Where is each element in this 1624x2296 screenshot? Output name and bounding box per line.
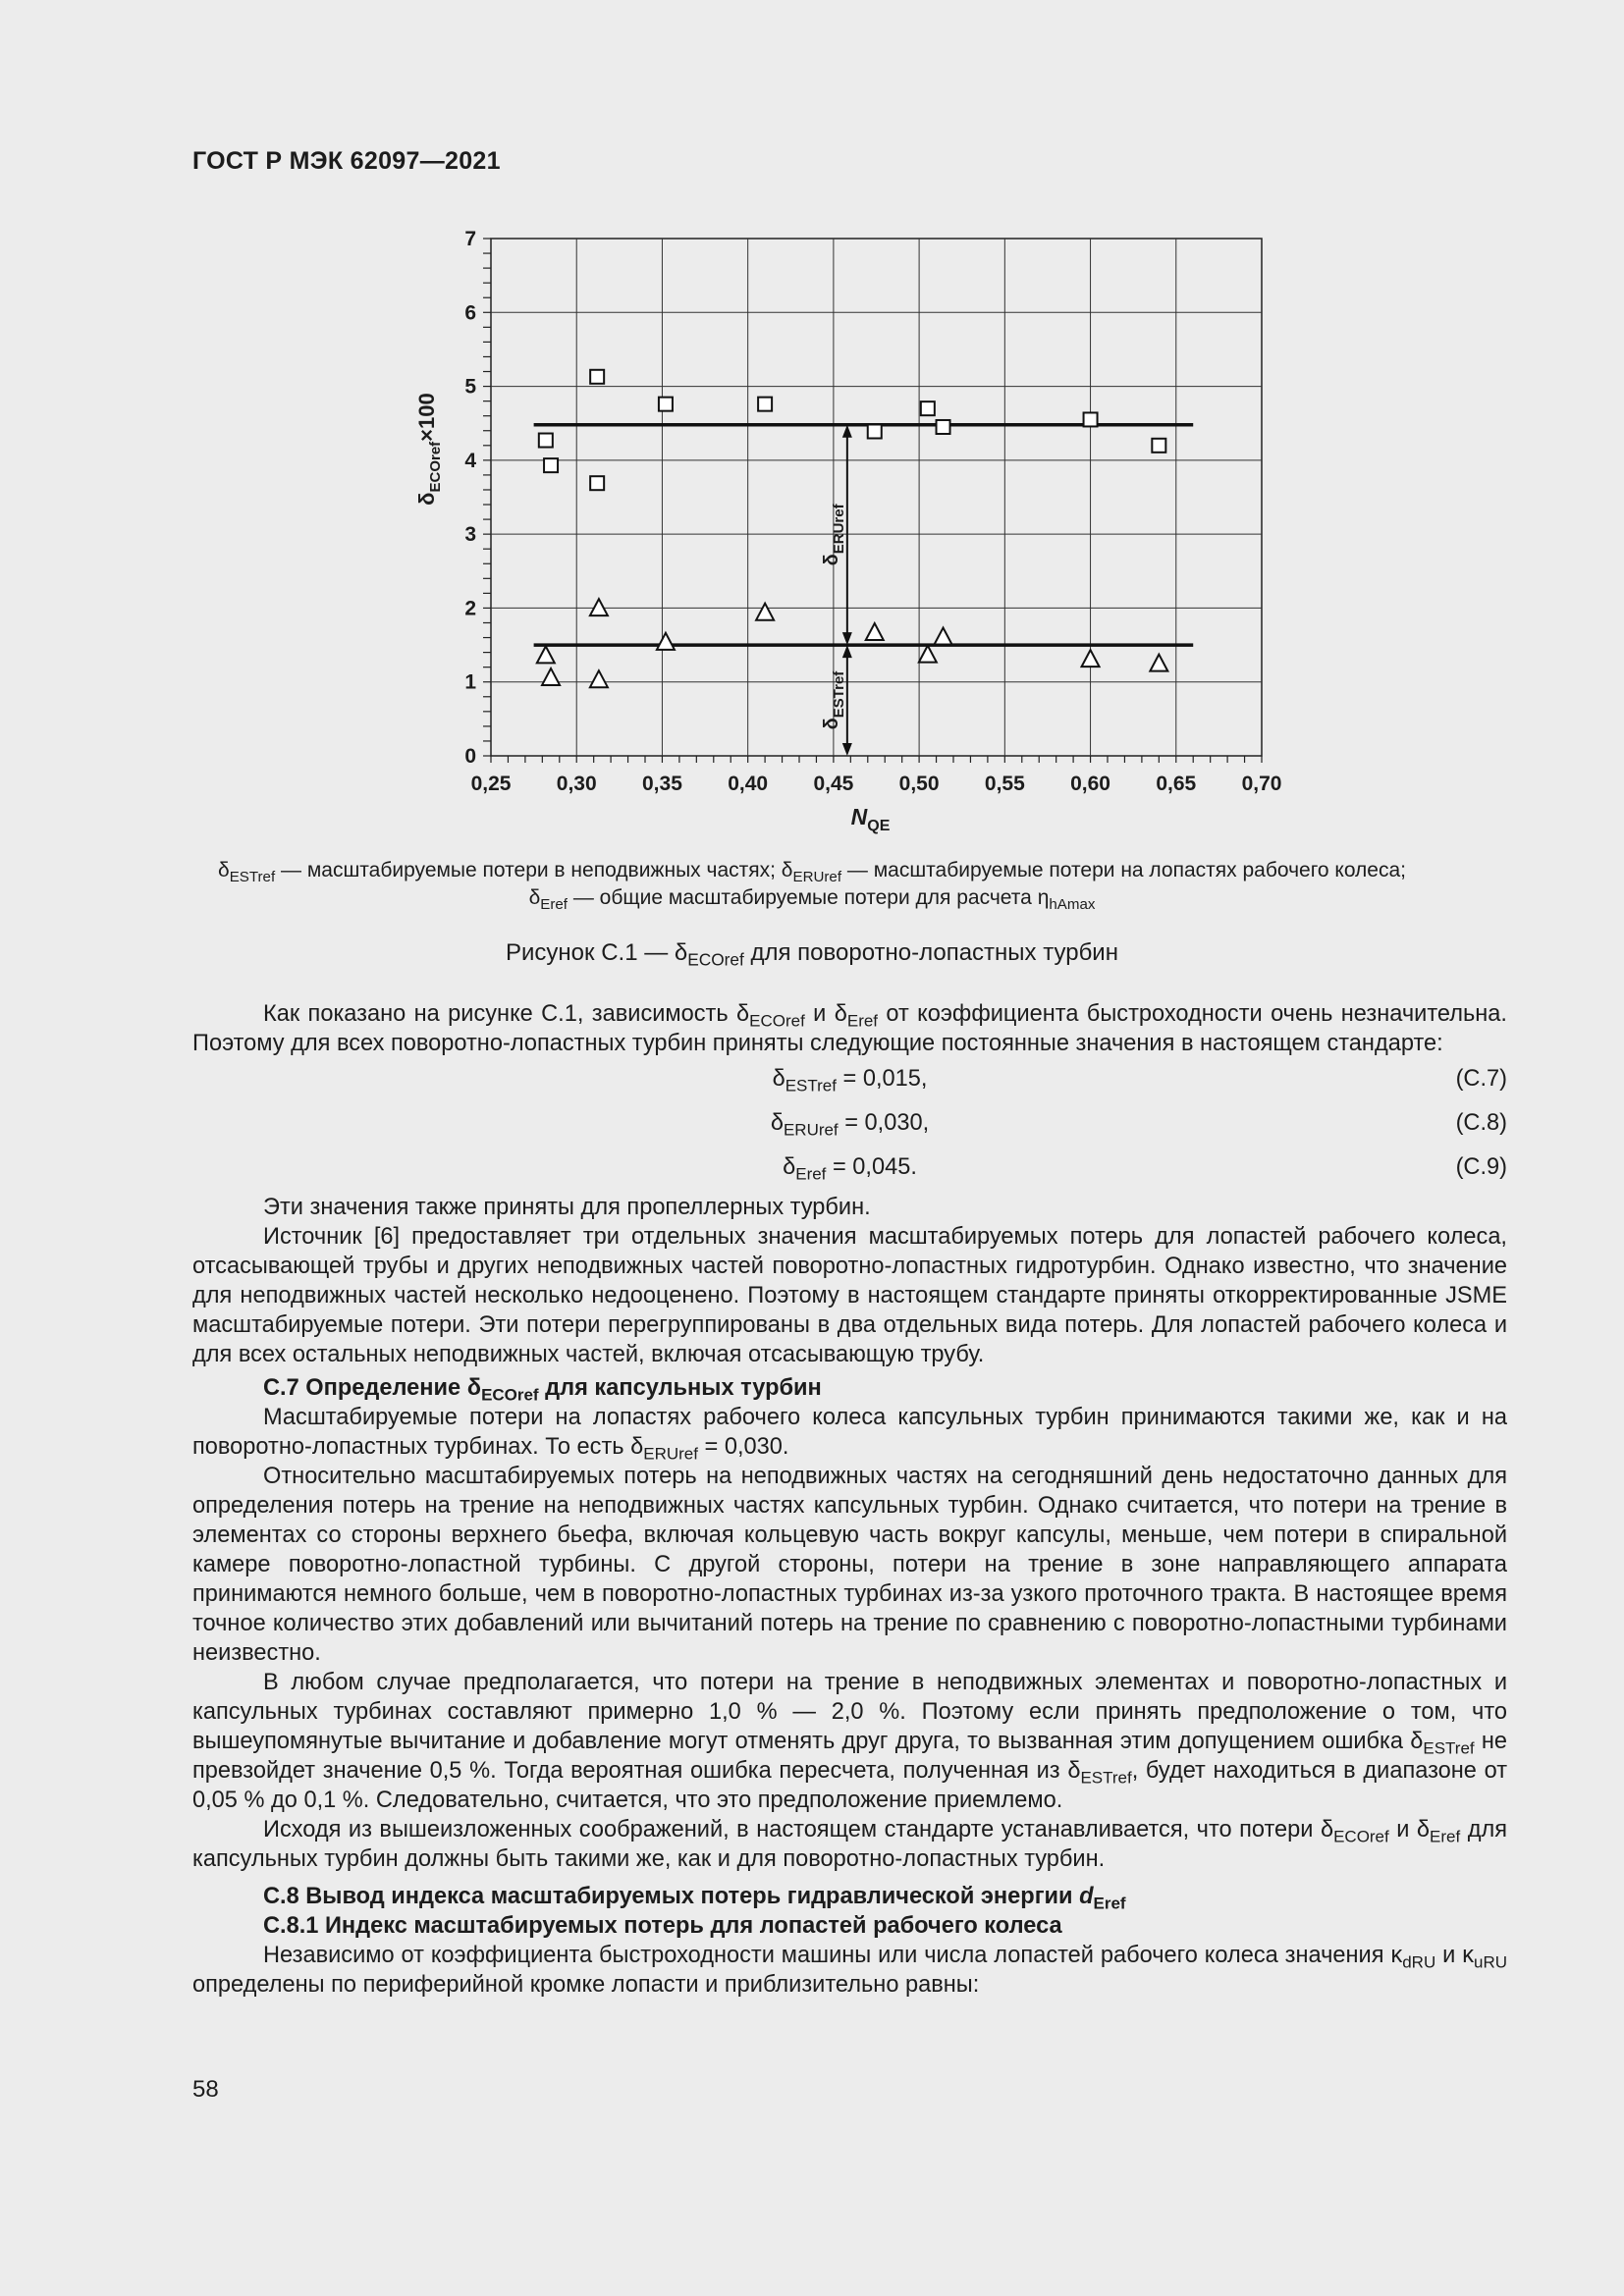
triangle-marker [590,670,608,687]
square-marker [937,420,950,434]
x-tick-label: 0,45 [813,773,854,795]
square-marker [868,424,882,438]
triangle-marker [756,604,774,620]
x-tick-label: 0,35 [642,773,682,795]
triangle-marker [866,623,884,640]
x-tick-label: 0,70 [1241,773,1282,795]
y-tick-label: 3 [464,523,476,547]
y-axis-label [414,393,444,506]
square-marker [590,370,604,384]
page-number: 58 [192,2076,219,2103]
triangle-marker [657,633,675,650]
triangle-marker [1150,655,1167,671]
section-heading-c7: С.7 Определение $\delta_{ECOref}$ для капсульных турбин [263,1375,822,1405]
triangle-marker [919,646,937,663]
x-tick-label: 0,55 [984,773,1025,795]
square-marker [1084,412,1098,426]
x-tick-label: 0,50 [898,773,940,795]
x-tick-label: 0,30 [556,773,597,795]
x-axis-label-sub: QE [867,818,891,834]
figure-legend-line-2: $\delta_{Eref}$ — общие масштабируемые потери для расчета $\eta_{hAmax}$ [528,886,1096,913]
figure-caption: Рисунок С.1 — $\delta_{ECOref}$ для поворотно-лопастных турбин [506,939,1118,970]
figure-legend-line-1: $\delta_{ESTref}$ — масштабируемые потери в неподвижных частях; $\delta_{ERUref}$ — масштабируемые потери на лопастях рабочего колеса; [217,859,1407,885]
x-tick-label: 0,25 [470,773,512,795]
y-axis-label-sub: ECOref [427,441,444,493]
triangle-marker [542,668,560,685]
square-marker [544,458,558,472]
paragraph-propeller: Эти значения также приняты для пропеллерных турбин. [263,1195,871,1220]
paragraph-intro: Как показано на рисунке С.1, зависимость $\delta_{ECOref}$ и $\delta_{Eref}$ от коэффициента быстроходности очень незначительна. Поэтому для всех поворотно-лопастных турбин приняты следующие постоянные значения в настоящем стандарте: [192,1001,1507,1056]
body-text [192,999,1507,2000]
square-marker [758,398,772,411]
square-marker [539,434,553,448]
paragraph-stationary-losses: Относительно масштабируемых потерь на неподвижных частях на сегодняшний день недостаточно данных для определения потерь на трение на неподвижных частях капсульных турбин. Однако считается, что потери на трение в элементах со стороны верхнего бьефа, включая кольцевую часть вокруг капсулы, меньше, чем потери в спиральной камере поворотно-лопастной турбины. С другой стороны, потери на трение в зоне направляющего аппарата принимаются немного больше, чем в поворотно-лопастных турбинах из-за узкого проточного тракта. В настоящее время точное количество этих добавлений или вычитаний потерь на трение по сравнению с поворотно-лопастными турбинами неизвестно. [192,1464,1507,1666]
square-marker [921,401,935,415]
equation-c9: $\delta_{Eref} = 0,045$. (С.9) [783,1154,1507,1184]
y-tick-label: 5 [464,375,476,399]
x-tick-label: 0,40 [728,773,769,795]
square-marker [590,476,604,490]
x-axis-label [851,804,891,834]
arrow-label-main: δ [820,554,842,566]
y-axis-label-suffix: ×100 [414,393,439,442]
document-header: ГОСТ Р МЭК 62097—2021 [192,147,501,175]
square-marker [659,398,673,411]
section-heading-c8: С.8 Вывод индекса масштабируемых потерь гидравлической энергии $d_{Eref}$ [263,1884,1126,1913]
arrow-head [842,645,852,658]
y-tick-label: 7 [464,228,476,250]
arrow-head [842,632,852,645]
triangle-marker [590,599,608,615]
y-axis-label-main: δ [414,492,439,506]
arrow-label-main: δ [820,718,842,730]
arrow-label-sub: ERUref [830,504,847,555]
scatter-chart [403,218,1306,846]
section-heading-c8-1: С.8.1 Индекс масштабируемых потерь для лопастей рабочего колеса [263,1913,1062,1939]
triangle-marker [1082,650,1100,667]
arrow-label-sub: ESTref [830,670,847,719]
plot-frame [491,239,1262,756]
x-axis-label-main: N [850,804,868,829]
arrow-head [842,743,852,756]
arrow-head [842,425,852,438]
paragraph-kappa: Независимо от коэффициента быстроходности машины или числа лопастей рабочего колеса значения $\kappa_{dRU}$ и $\kappa_{uRU}$ определены по периферийной кромке лопасти и приблизительно равны: [192,1943,1508,1998]
x-tick-label: 0,60 [1070,773,1110,795]
paragraph-conclusion: Исходя из вышеизложенных соображений, в настоящем стандарте устанавливается, что потери $\delta_{ECOref}$ и $\delta_{Eref}$ для капсульных турбин должны быть такими же, как и для поворотно-лопастных турбин. [192,1817,1508,1872]
y-tick-label: 4 [464,449,476,472]
square-marker [1152,439,1165,453]
y-tick-label: 0 [464,745,476,768]
paragraph-source: Источник [6] предоставляет три отдельных значения масштабируемых потерь для лопастей рабочего колеса, отсасывающей трубы и других неподвижных частей поворотно-лопастных гидротурбин. Однако известно, что значение для неподвижных частей несколько недооценено. Поэтому в настоящем стандарте приняты откорректированные JSME масштабируемые потери. Эти потери перегруппированы в два отдельных вида потерь. Для лопастей рабочего колеса и для всех остальных неподвижных частей, включая отсасывающую трубу. [192,1224,1507,1367]
y-tick-label: 1 [464,670,476,694]
triangle-marker [537,646,555,663]
equation-c8: $\delta_{ERUref} = 0,030$, (С.8) [770,1110,1507,1140]
equation-c7: $\delta_{ESTref} = 0,015$, (С.7) [772,1066,1507,1095]
paragraph-runner-losses: Масштабируемые потери на лопастях рабочего колеса капсульных турбин принимаются такими же, как и на поворотно-лопастных турбинах. То есть $\delta_{ERUref} = 0,030$. [192,1405,1507,1464]
estref-arrow-label [821,670,847,730]
paragraph-friction: В любом случае предполагается, что потери на трение в неподвижных элементах и поворотно-лопастных и капсульных турбинах составляют примерно 1,0 % — 2,0 %. Поэтому если принять предположение о том, что вышеупомянутые вычитание и добавление могут отменять друг друга, то вызванная этим допущением ошибка $\delta_{ESTref}$ не превзойдет значение 0,5 %. Тогда вероятная ошибка пересчета, полученная из $\delta_{ESTref}$, будет находиться в диапазоне от 0,05 % до 0,1 %. Следовательно, считается, что это предположение приемлемо. [192,1670,1507,1813]
x-tick-label: 0,65 [1156,773,1197,795]
triangle-marker [935,628,952,645]
y-tick-label: 2 [464,597,476,620]
y-tick-label: 6 [464,301,476,325]
